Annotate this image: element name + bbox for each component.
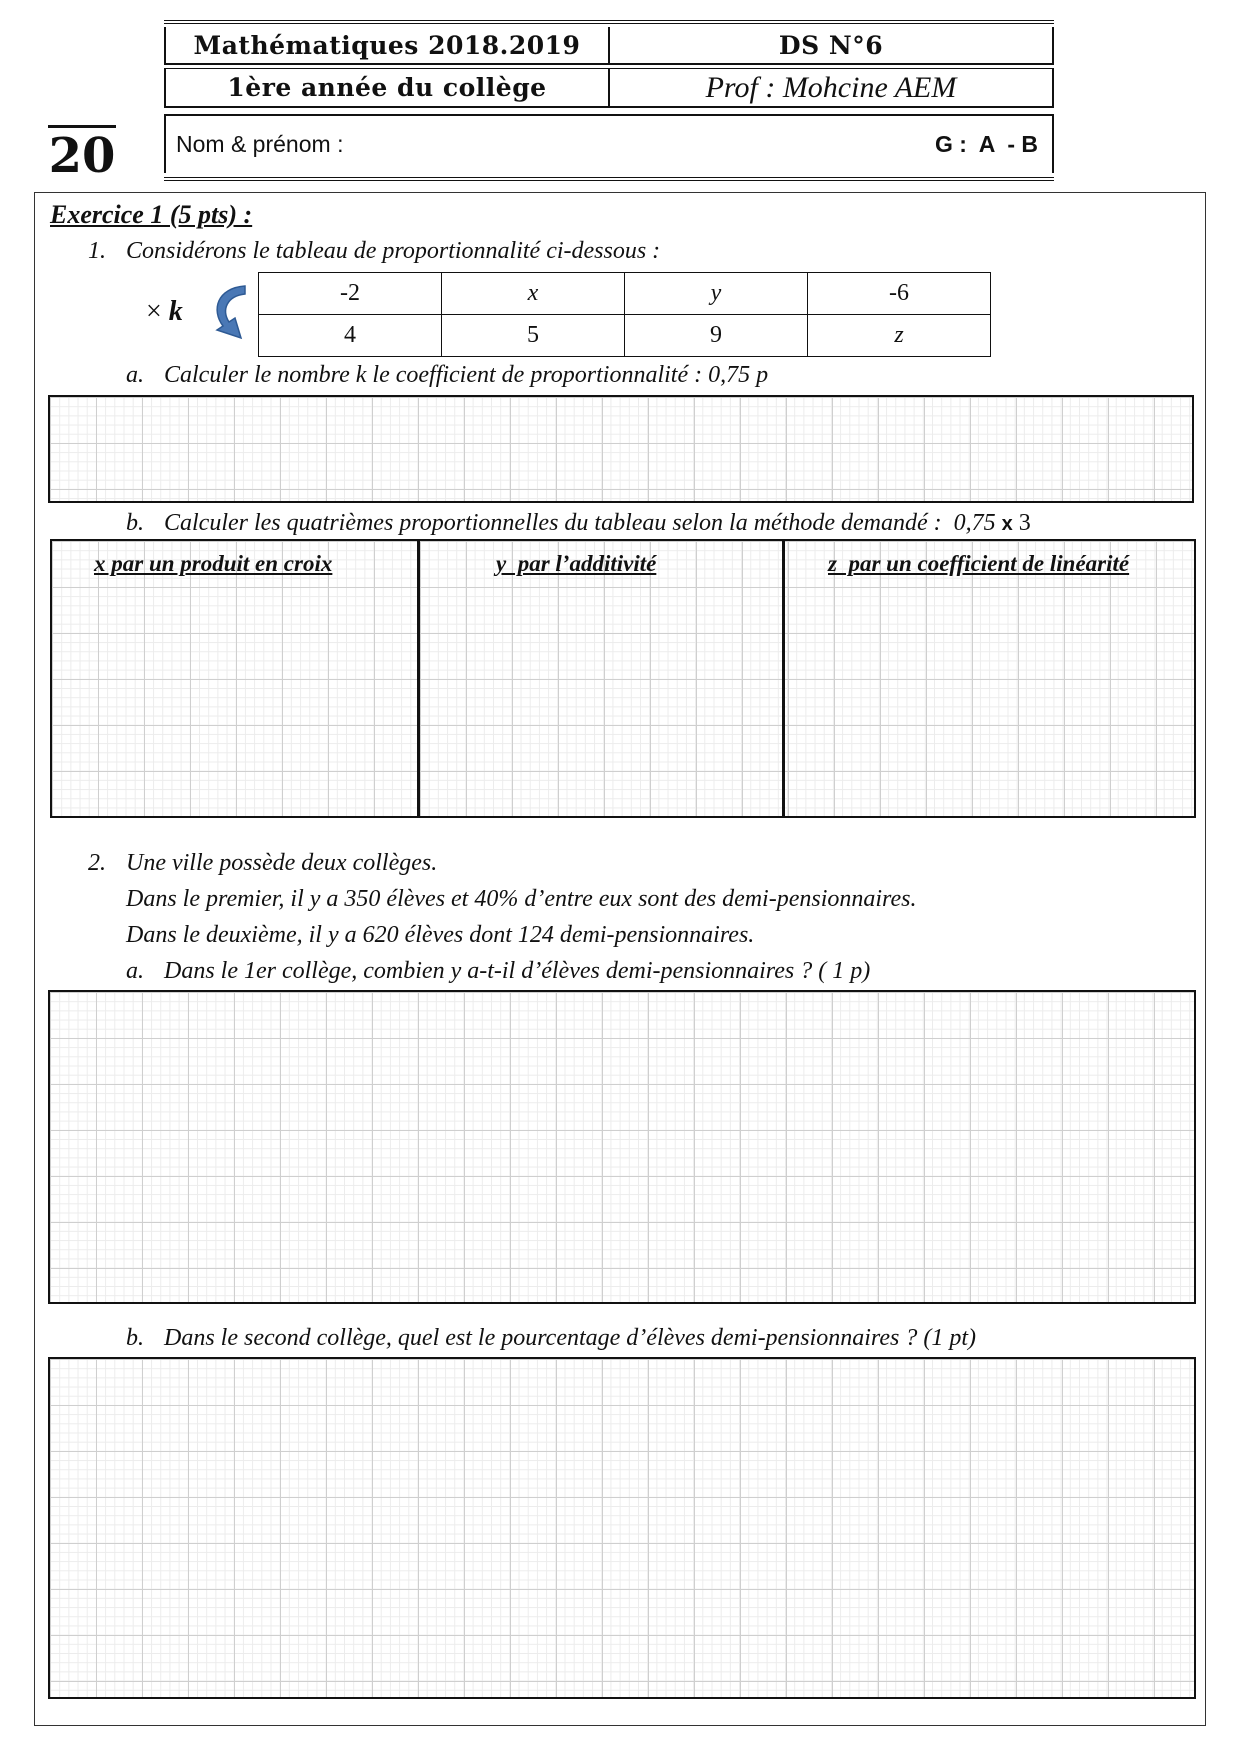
q1a-label: a. [126, 362, 144, 388]
class-level: 1ère année du collège [166, 69, 610, 106]
multiplier-label [146, 296, 183, 328]
group-label: G : A - B [934, 131, 1038, 157]
table-cell: z [808, 315, 991, 357]
teacher-name: Prof : Mohcine AEM [705, 70, 957, 104]
table-cell: 5 [442, 315, 625, 357]
name-colon: : [337, 131, 344, 157]
score-total: 20 [48, 125, 116, 184]
table-cell: 9 [625, 315, 808, 357]
header-row-1 [164, 27, 1054, 65]
column-heading-z: z par un coefficient de linéarité [828, 551, 1130, 576]
q2-line1: Dans le premier, il y a 350 élèves et 40% d’entre eux sont des demi-pensionnaires. [126, 886, 917, 912]
column-heading-y: y par l’additivité [496, 551, 657, 576]
answer-box-q2a[interactable] [48, 990, 1196, 1304]
exercise-title: Exercice 1 (5 pts) : [50, 200, 253, 229]
subject-year: Mathématiques 2018.2019 [166, 27, 610, 63]
table-cell: -6 [808, 273, 991, 315]
q1-number: 1. [88, 238, 106, 264]
times-symbol: × [146, 296, 162, 327]
q2b-label: b. [126, 1325, 144, 1351]
answer-box-q2b[interactable] [48, 1357, 1196, 1699]
q1b-count: 3 [1018, 510, 1031, 536]
q2b-text: Dans le second collège, quel est le pourcentage d’élèves demi-pensionnaires ? (1 pt) [164, 1325, 976, 1351]
column-divider [782, 541, 785, 816]
table-cell: x [442, 273, 625, 315]
table-row [259, 315, 991, 357]
q1-text: Considérons le tableau de proportionnalité ci-dessous : [126, 238, 661, 264]
header-table [164, 20, 1054, 181]
q1b-times: x [1001, 513, 1013, 535]
curved-arrow-icon [205, 280, 253, 346]
table-cell: y [625, 273, 808, 315]
q1a-text: Calculer le nombre k le coefficient de proportionnalité : 0,75 p [164, 362, 769, 388]
header-top-rule [164, 20, 1054, 24]
name-label: Nom & prénom [176, 131, 331, 157]
q1b-text-line [164, 510, 1031, 537]
q1b-points: 0,75 [953, 510, 996, 536]
q2a-label: a. [126, 958, 144, 984]
header-row-3 [164, 114, 1054, 173]
q2-intro: Une ville possède deux collèges. [126, 850, 438, 876]
table-row [259, 273, 991, 315]
q2-number: 2. [88, 850, 106, 876]
answer-box-q1b[interactable] [50, 539, 1196, 818]
header-row-2 [164, 68, 1054, 108]
table-cell: -2 [259, 273, 442, 315]
q2-line2: Dans le deuxième, il y a 620 élèves dont 124 demi-pensionnaires. [126, 922, 755, 948]
q1b-text: Calculer les quatrièmes proportionnelles du tableau selon la méthode demandé : [164, 510, 942, 536]
column-divider [417, 541, 420, 816]
multiplier-k: k [168, 296, 183, 327]
header-bottom-rule [164, 177, 1054, 181]
q2a-text: Dans le 1er collège, combien y a-t-il d’élèves demi-pensionnaires ? ( 1 p) [164, 958, 871, 984]
table-cell: 4 [259, 315, 442, 357]
answer-box-q1a[interactable] [48, 395, 1194, 503]
student-name-field[interactable] [176, 131, 343, 158]
test-number: DS N°6 [778, 30, 884, 60]
q1b-label: b. [126, 510, 144, 536]
proportionality-table [258, 272, 991, 357]
column-heading-x: x par un produit en croix [94, 551, 333, 576]
